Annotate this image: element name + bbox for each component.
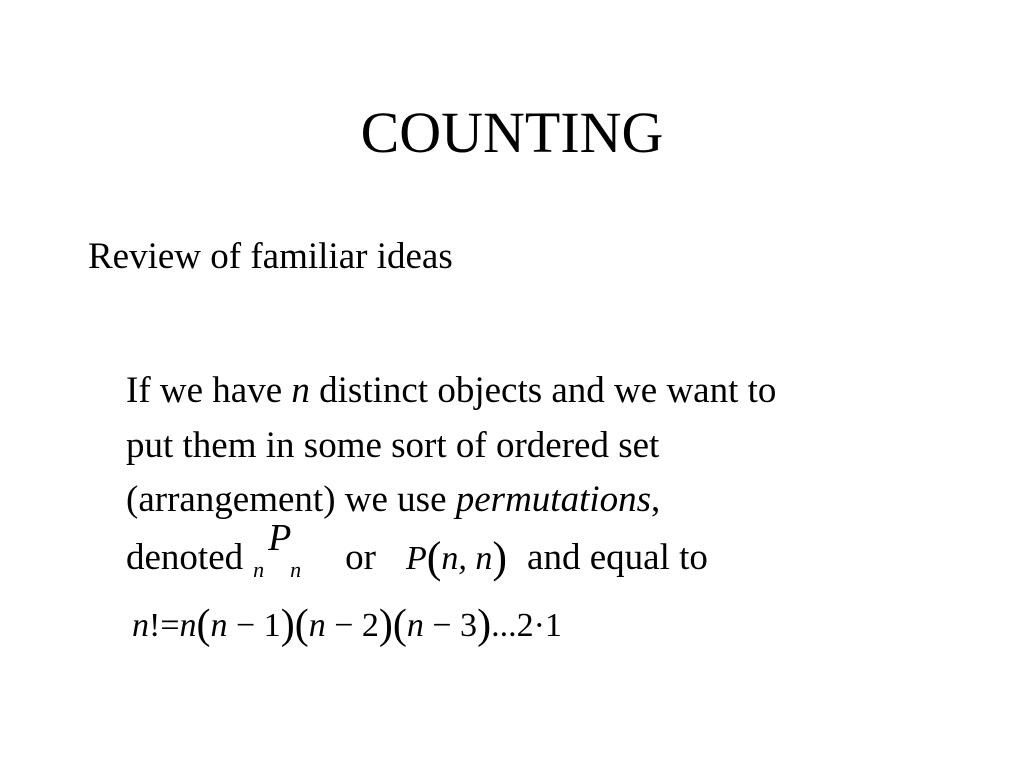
body-text: denoted — [126, 536, 244, 578]
body-text: and equal to — [527, 536, 708, 578]
formula-factor-op: − 2 — [325, 607, 379, 644]
formula-paren-close: ) — [477, 602, 492, 648]
body-text: distinct objects and we want to — [309, 370, 777, 411]
formula-factor-var: n — [210, 607, 228, 644]
npn-pre-subscript: n — [253, 556, 265, 582]
slide-title: COUNTING — [360, 100, 664, 165]
formula-factor-op: − 3 — [423, 607, 478, 644]
term-permutations: permutations — [455, 479, 652, 520]
formula-paren-close: ) — [280, 602, 295, 648]
body-text: or — [345, 536, 376, 578]
body-line-3 — [126, 473, 976, 528]
pnn-open-paren: ( — [426, 532, 442, 582]
body-text: If we have — [126, 370, 292, 411]
formula-lhs-var: n — [132, 607, 149, 644]
pnn-close-paren: ) — [492, 532, 508, 582]
formula-lhs-op: != — [149, 607, 180, 644]
pnn-args: n, n — [441, 539, 493, 577]
formula-paren-close: ) — [378, 602, 393, 648]
npn-P: P — [268, 516, 292, 559]
formula-factor-var: n — [308, 607, 326, 644]
notation-pnn — [406, 528, 507, 587]
body-text: , — [651, 479, 661, 520]
npn-post-subscript: n — [290, 556, 302, 582]
body-line-2 — [126, 419, 976, 474]
slide-subtitle: Review of familiar ideas — [88, 236, 453, 277]
body-line-4 — [126, 516, 976, 583]
notation-npn — [247, 516, 323, 582]
formula-paren-open: ( — [294, 602, 309, 648]
formula-factor-op: − 1 — [227, 607, 281, 644]
formula-factor-var: n — [406, 607, 424, 644]
formula-rhs-var: n — [179, 607, 197, 644]
formula-paren-open: ( — [392, 602, 407, 648]
body-line-1 — [126, 364, 976, 419]
body-paragraph — [126, 364, 976, 582]
formula-tail: ...2·1 — [491, 607, 562, 644]
body-text: put them in some sort of ordered set — [126, 424, 660, 466]
body-text: (arrangement) we use — [126, 479, 456, 520]
factorial-formula — [132, 596, 562, 653]
formula-paren-open: ( — [196, 602, 211, 648]
pnn-P: P — [405, 539, 427, 577]
variable-n: n — [291, 370, 310, 411]
